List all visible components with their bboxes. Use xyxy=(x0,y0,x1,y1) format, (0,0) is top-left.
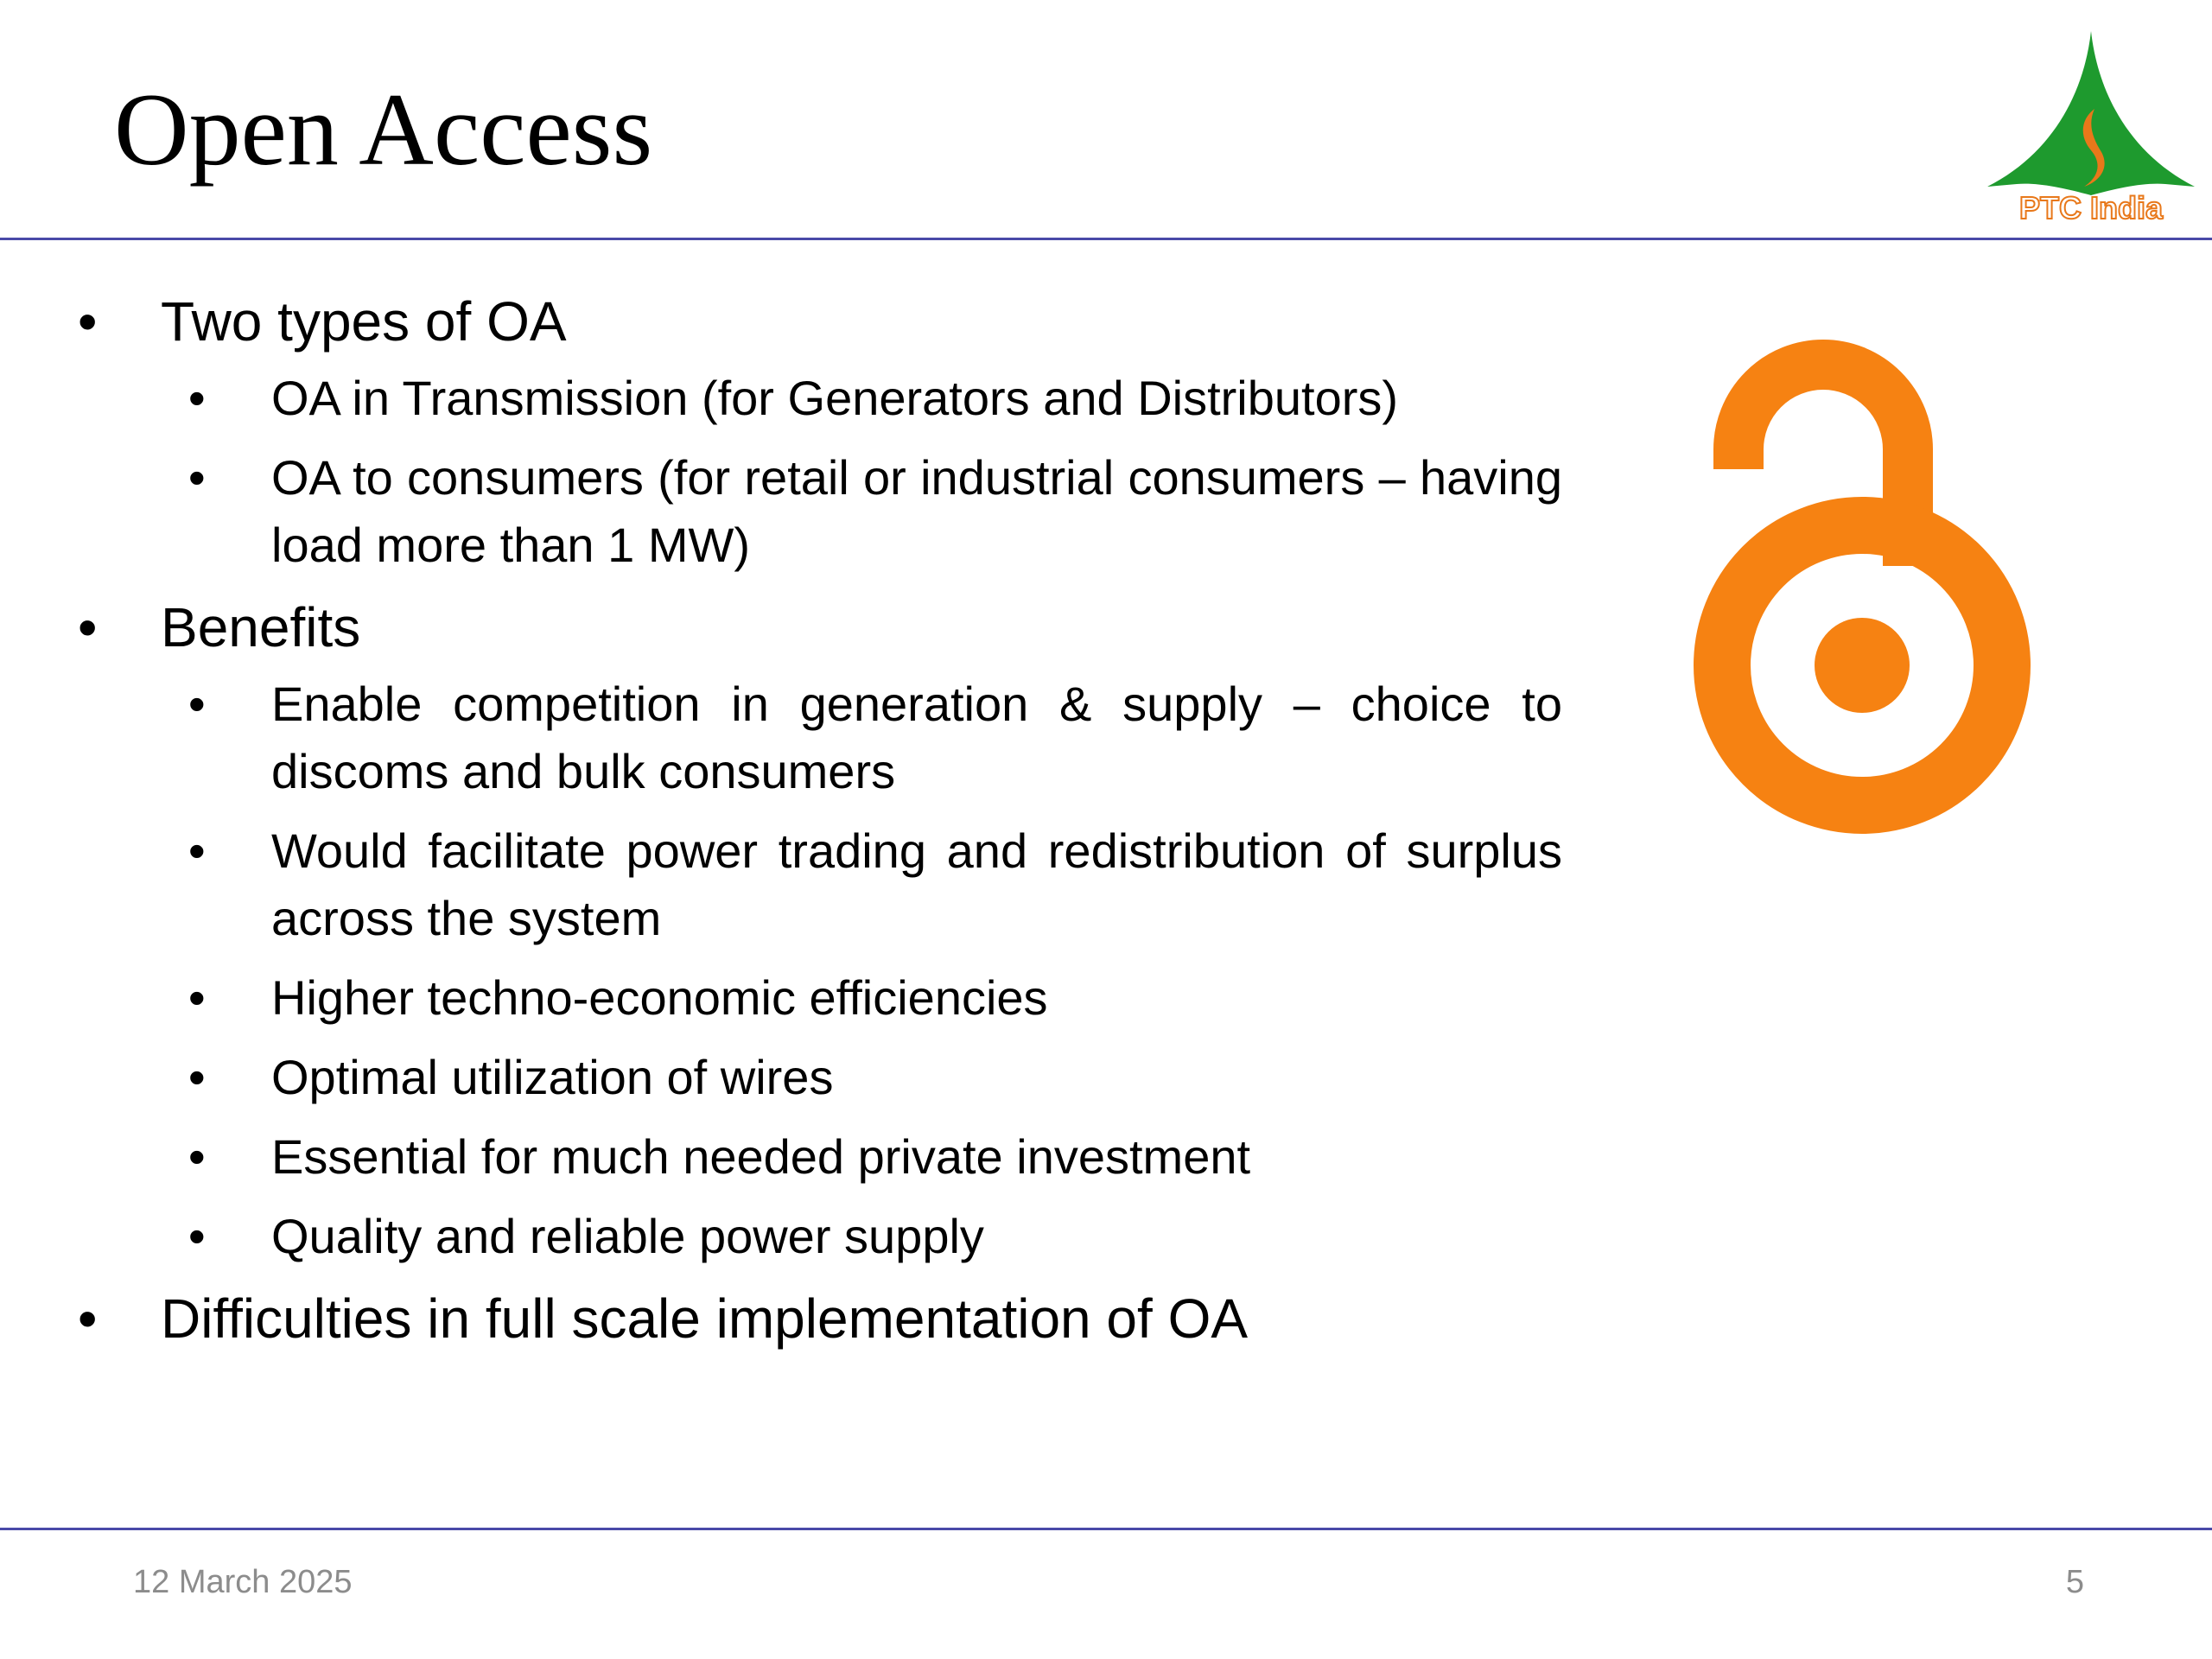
bullet-icon: • xyxy=(78,1287,98,1350)
bullet-text: Difficulties in full scale implementation of OA xyxy=(161,1287,1249,1350)
footer-divider xyxy=(0,1528,2212,1530)
sub-bullet-item xyxy=(0,817,1562,952)
sub-bullet-item xyxy=(0,444,1562,579)
sub-bullet-text: Enable competition in generation & supply – choice to discoms and bulk consumers xyxy=(271,677,1562,798)
bullet-icon: • xyxy=(188,1050,206,1104)
ptc-india-logo-icon xyxy=(1987,24,2195,225)
bullet-item xyxy=(0,285,1560,358)
open-access-lock-icon xyxy=(1685,307,2031,834)
bullet-icon: • xyxy=(188,677,206,731)
bullet-icon: • xyxy=(188,970,206,1025)
bullet-icon: • xyxy=(188,371,206,425)
sub-bullet-text: OA to consumers (for retail or industrial consumers – having load more than 1 MW) xyxy=(271,450,1562,572)
footer-date: 12 March 2025 xyxy=(133,1564,353,1600)
bullet-text: Benefits xyxy=(161,596,361,658)
bullet-list xyxy=(0,285,1573,1362)
bullet-icon: • xyxy=(188,1129,206,1184)
sub-bullet-item xyxy=(0,671,1562,805)
bullet-icon: • xyxy=(188,1209,206,1263)
sub-bullet-text: OA in Transmission (for Generators and Distributors) xyxy=(271,371,1399,425)
sub-bullet-item xyxy=(0,365,1562,432)
bullet-icon: • xyxy=(188,450,206,505)
bullet-item xyxy=(0,1282,1560,1355)
bullet-icon: • xyxy=(188,823,206,878)
bullet-item xyxy=(0,591,1560,664)
sub-bullet-text: Quality and reliable power supply xyxy=(271,1209,984,1263)
sub-bullet-text: Would facilitate power trading and redistribution of surplus across the system xyxy=(271,823,1562,945)
sub-bullet-text: Optimal utilization of wires xyxy=(271,1050,834,1104)
page-number: 5 xyxy=(2065,1564,2084,1600)
sub-bullet-item xyxy=(0,1123,1562,1191)
sub-bullet-text: Essential for much needed private investment xyxy=(271,1129,1251,1184)
bullet-text: Two types of OA xyxy=(161,290,567,353)
slide-title: Open Access xyxy=(114,72,653,187)
sub-bullet-item xyxy=(0,964,1562,1032)
sub-bullet-item xyxy=(0,1044,1562,1111)
header-divider xyxy=(0,238,2212,240)
bullet-icon: • xyxy=(78,290,98,353)
bullet-icon: • xyxy=(78,596,98,658)
logo-text: PTC India xyxy=(2018,190,2164,225)
sub-bullet-item xyxy=(0,1203,1562,1270)
sub-bullet-text: Higher techno-economic efficiencies xyxy=(271,970,1048,1025)
